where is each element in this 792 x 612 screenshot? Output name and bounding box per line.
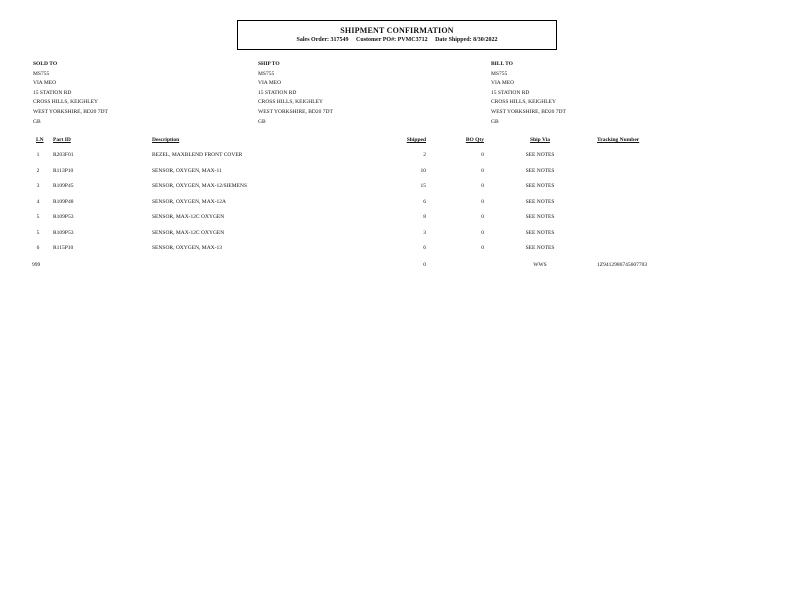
- bo-qty-cell: 0: [481, 245, 484, 251]
- document-title: SHIPMENT CONFIRMATION: [340, 26, 454, 35]
- footer-shipped-qty: 0: [423, 262, 426, 268]
- date-shipped-value: 8/30/2022: [473, 37, 498, 43]
- bill-to-heading: BILL TO: [491, 61, 513, 67]
- footer-tracking-number: 1Z9412986745607703: [597, 262, 648, 268]
- col-header-ln: LN: [36, 137, 44, 143]
- col-header-ship-via: Ship Via: [529, 137, 551, 143]
- col-header-description: Description: [152, 137, 180, 143]
- shipped-qty-cell: 6: [423, 198, 426, 205]
- col-header-part-id: Part ID: [53, 137, 71, 143]
- bill-to-line: WEST YORKSHIRE, BD20 7DT: [491, 108, 566, 115]
- sold-to-line: MS755: [33, 70, 50, 77]
- ship-to-line: WEST YORKSHIRE, BD20 7DT: [258, 108, 333, 115]
- description-cell: BEZEL, MAXBLEND FRONT COVER: [152, 152, 243, 158]
- description-cell: SENSOR, OXYGEN, MAX-11: [152, 167, 222, 174]
- ship-via-cell: SEE NOTES: [525, 198, 555, 205]
- line-number-cell: 3: [36, 183, 40, 189]
- shipped-qty-cell: 6: [423, 245, 426, 251]
- bill-to-line: GB: [491, 118, 499, 125]
- bo-qty-cell: 0: [481, 214, 484, 220]
- part-id-cell: R109P48: [53, 198, 74, 205]
- part-id-cell: R113P10: [53, 167, 74, 174]
- line-number-cell: 5: [36, 214, 40, 220]
- sold-to-heading: SOLD TO: [33, 61, 58, 67]
- bo-qty-cell: 0: [481, 167, 484, 174]
- bo-qty-cell: 0: [481, 198, 484, 205]
- sold-to-line: CROSS HILLS, KEIGHLEY: [33, 99, 98, 106]
- ship-to-block: [258, 60, 333, 127]
- ship-via-cell: SEE NOTES: [525, 183, 555, 189]
- ship-to-line: VIA MEO: [258, 80, 282, 87]
- col-header-bo-qty: BO Qty: [465, 137, 484, 143]
- shipped-qty-cell: 2: [423, 152, 426, 158]
- bo-qty-cell: 0: [481, 152, 484, 158]
- sales-order-value: 317549: [330, 37, 349, 43]
- shipped-qty-cell: 3: [423, 229, 426, 236]
- ship-to-heading: SHIP TO: [258, 61, 280, 67]
- line-number-cell: 4: [36, 198, 40, 205]
- ship-via-cell: SEE NOTES: [525, 214, 555, 220]
- part-id-cell: R115P10: [53, 245, 74, 251]
- line-number-cell: 5: [36, 229, 40, 236]
- footer-line-number: 999: [32, 262, 41, 268]
- shipped-qty-cell: 10: [420, 167, 426, 174]
- date-shipped-label: Date Shipped:: [435, 37, 472, 43]
- description-cell: SENSOR, MAX-12C OXYGEN: [152, 229, 225, 236]
- part-id-cell: R203F01: [53, 152, 74, 158]
- sold-to-line: GB: [33, 118, 41, 125]
- sales-order-label: Sales Order:: [296, 37, 330, 43]
- col-header-tracking-number: Tracking Number: [597, 137, 640, 143]
- col-header-shipped: Shipped: [406, 137, 426, 143]
- ship-to-line: 15 STATION RD: [258, 89, 297, 96]
- sold-to-line: 15 STATION RD: [33, 89, 72, 96]
- line-number-cell: 1: [36, 152, 40, 158]
- sold-to-line: VIA MEO: [33, 80, 57, 87]
- description-cell: SENSOR, OXYGEN, MAX-12A: [152, 198, 226, 205]
- document-subtitle: [238, 37, 556, 43]
- part-id-cell: R109P53: [53, 214, 74, 220]
- ship-via-cell: SEE NOTES: [525, 152, 555, 158]
- bill-to-line: 15 STATION RD: [491, 89, 530, 96]
- part-id-cell: R109P53: [53, 229, 74, 236]
- part-id-cell: R109P45: [53, 183, 74, 189]
- ship-to-line: CROSS HILLS, KEIGHLEY: [258, 99, 323, 106]
- shipped-qty-cell: 8: [423, 214, 426, 220]
- sold-to-block: [33, 60, 108, 127]
- shipped-qty-cell: 15: [420, 183, 426, 189]
- ship-via-cell: SEE NOTES: [525, 245, 555, 251]
- ship-to-line: GB: [258, 118, 266, 125]
- ship-via-cell: SEE NOTES: [525, 167, 555, 174]
- description-cell: SENSOR, MAX-12C OXYGEN: [152, 214, 225, 220]
- ship-via-cell: SEE NOTES: [525, 229, 555, 236]
- footer-ship-via: WWS: [533, 262, 547, 268]
- customer-po-label: Customer PO#:: [356, 37, 397, 43]
- bo-qty-cell: 0: [481, 183, 484, 189]
- line-number-cell: 2: [36, 167, 40, 174]
- bill-to-line: VIA MEO: [491, 80, 515, 87]
- description-cell: SENSOR, OXYGEN, MAX-12/SIEMENS: [152, 183, 248, 189]
- customer-po-value: PVMC3712: [397, 37, 428, 43]
- bill-to-line: MS755: [491, 70, 508, 77]
- bo-qty-cell: 0: [481, 229, 484, 236]
- document-title-box: [237, 20, 557, 50]
- sold-to-line: WEST YORKSHIRE, BD20 7DT: [33, 108, 108, 115]
- ship-to-line: MS755: [258, 70, 275, 77]
- line-number-cell: 6: [36, 245, 40, 251]
- bill-to-block: [491, 60, 566, 127]
- bill-to-line: CROSS HILLS, KEIGHLEY: [491, 99, 556, 106]
- description-cell: SENSOR, OXYGEN, MAX-13: [152, 245, 222, 251]
